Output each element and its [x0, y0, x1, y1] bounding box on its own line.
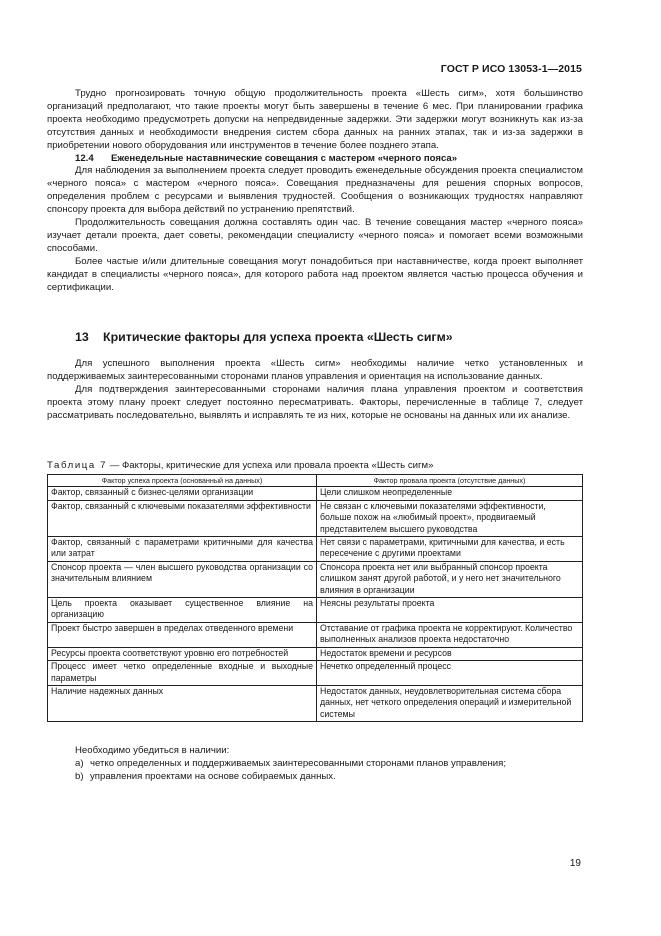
list-item-text: четко определенных и поддерживаемых заинтересованными сторонами планов управления;	[90, 757, 507, 769]
failure-factor-cell: Не связан с ключевыми показателями эффективности, больше похож на «любимый проект», продвигаемый представителем высшего руководства	[317, 500, 583, 536]
list-marker: b)	[75, 770, 84, 782]
top-text-block	[47, 88, 583, 295]
success-factor-cell: Проект быстро завершен в пределах отведенного времени	[48, 622, 317, 647]
table-row	[48, 622, 583, 647]
table-row	[48, 561, 583, 597]
list-item-text: управления проектами на основе собираемых данных.	[90, 770, 336, 782]
table-row	[48, 487, 583, 500]
table-row	[48, 537, 583, 562]
failure-factor-cell: Недостаток данных, неудовлетворительная система сбора данных, нет четкого определения операций и измерительной системы	[317, 685, 583, 721]
failure-factor-cell: Нет связи с параметрами, критичными для качества, и есть пересечение с другими проектами	[317, 537, 583, 562]
list-marker: а)	[75, 757, 84, 769]
failure-factor-cell: Недостаток времени и ресурсов	[317, 647, 583, 660]
paragraph: Продолжительность совещания должна составлять один час. В течение совещания мастер «черного пояса» изучает детали проекта, дает советы, рекомендации специалисту «черного пояса» и помогает всеми возможными способами.	[47, 217, 583, 254]
subsection-number: 12.4	[75, 152, 94, 164]
success-factor-cell: Ресурсы проекта соответствуют уровню его потребностей	[48, 647, 317, 660]
success-factor-cell: Фактор, связанный с ключевыми показателями эффективности	[48, 500, 317, 536]
success-factor-cell: Фактор, связанный с параметрами критичными для качества или затрат	[48, 537, 317, 562]
list-item	[47, 758, 583, 771]
failure-factor-cell: Спонсора проекта нет или выбранный спонсор проекта слишком занят другой работой, и у него нет значительного влияния в организации	[317, 561, 583, 597]
subsection-title: Еженедельные наставнические совещания с мастером «черного пояса»	[111, 152, 458, 164]
success-factor-cell: Цель проекта оказывает существенное влияние на организацию	[48, 598, 317, 623]
paragraph: Для наблюдения за выполнением проекта следует проводить еженедельные обсуждения проекта специалистом «черного пояса» с мастером «черного пояса». Совещания предназначены для решения спорных вопросов, определения проблем с ресурсами и выявления трудностей. Сообщения о возникающих трудностях направляют спонсору проекта для выбора действий по устранению препятствий.	[47, 165, 583, 216]
success-factor-cell: Процесс имеет четко определенные входные и выходные параметры	[48, 661, 317, 686]
table-caption	[47, 460, 433, 471]
table-row	[48, 598, 583, 623]
paragraph: Для подтверждения заинтересованными сторонами наличия плана управления проектом и соответствия проекта этому плану проект следует постоянно пересматривать. Факторы, перечисленные в таблице 7, следует рассматривать последовательно, выявлять и исправлять те из них, которые не основаны на данных или их анализе.	[47, 383, 583, 421]
table-row	[48, 685, 583, 721]
closing-intro: Необходимо убедиться в наличии:	[75, 745, 230, 756]
paragraph: Для успешного выполнения проекта «Шесть сигм» необходимы наличие четко установленных и поддерживаемых заинтересованными сторонами планов управления и ориентация на использование данных.	[47, 358, 583, 382]
table-row	[48, 500, 583, 536]
section-title: Критические факторы для успеха проекта «Шесть сигм»	[103, 330, 453, 344]
standard-header: ГОСТ Р ИСО 13053-1—2015	[440, 63, 582, 75]
table-caption-label: Таблица 7	[47, 460, 108, 471]
column-header-success: Фактор успеха проекта (основанный на данных)	[48, 475, 317, 487]
section-heading	[75, 330, 453, 344]
success-factor-cell: Наличие надежных данных	[48, 685, 317, 721]
column-header-failure: Фактор провала проекта (отсутствие данных)	[317, 475, 583, 487]
failure-factor-cell: Отставание от графика проекта не корректируют. Количество выполненных анализов проекта недостаточно	[317, 622, 583, 647]
failure-factor-cell: Неясны результаты проекта	[317, 598, 583, 623]
section-text-block	[47, 358, 583, 423]
failure-factor-cell: Цели слишком неопределенные	[317, 487, 583, 500]
subsection-heading	[47, 153, 583, 166]
success-factor-cell: Фактор, связанный с бизнес-целями организации	[48, 487, 317, 500]
table-row	[48, 661, 583, 686]
paragraph: Трудно прогнозировать точную общую продолжительность проекта «Шесть сигм», хотя большинство организаций предполагают, что такие проекты могут быть завершены в течение 6 мес. При планировании графика проекта необходимо предусмотреть допуски на непредвиденные задержки. Эти задержки могут возникнуть как из-за отсутствия данных и необходимости внедрения систем сбора данных на ранних этапах, так и из-за задержки в приобретении нового оборудования или инструментов в течение более позднего этапа.	[47, 88, 583, 151]
section-number: 13	[75, 330, 89, 344]
factors-table	[47, 474, 583, 722]
closing-block	[47, 745, 583, 784]
success-factor-cell: Спонсор проекта — член высшего руководства организации со значительным влиянием	[48, 561, 317, 597]
paragraph: Более частые и/или длительные совещания могут понадобиться при наставничестве, когда проект выполняет кандидат в специалисты «черного пояса», для которого работа над проектом является частью процесса обучения и сертификации.	[47, 255, 583, 293]
table-row	[48, 647, 583, 660]
page-number: 19	[569, 858, 581, 869]
table-header-row	[48, 475, 583, 487]
failure-factor-cell: Нечетко определенный процесс	[317, 661, 583, 686]
list-item	[47, 771, 583, 784]
table-caption-text: — Факторы, критические для успеха или провала проекта «Шесть сигм»	[107, 460, 434, 471]
